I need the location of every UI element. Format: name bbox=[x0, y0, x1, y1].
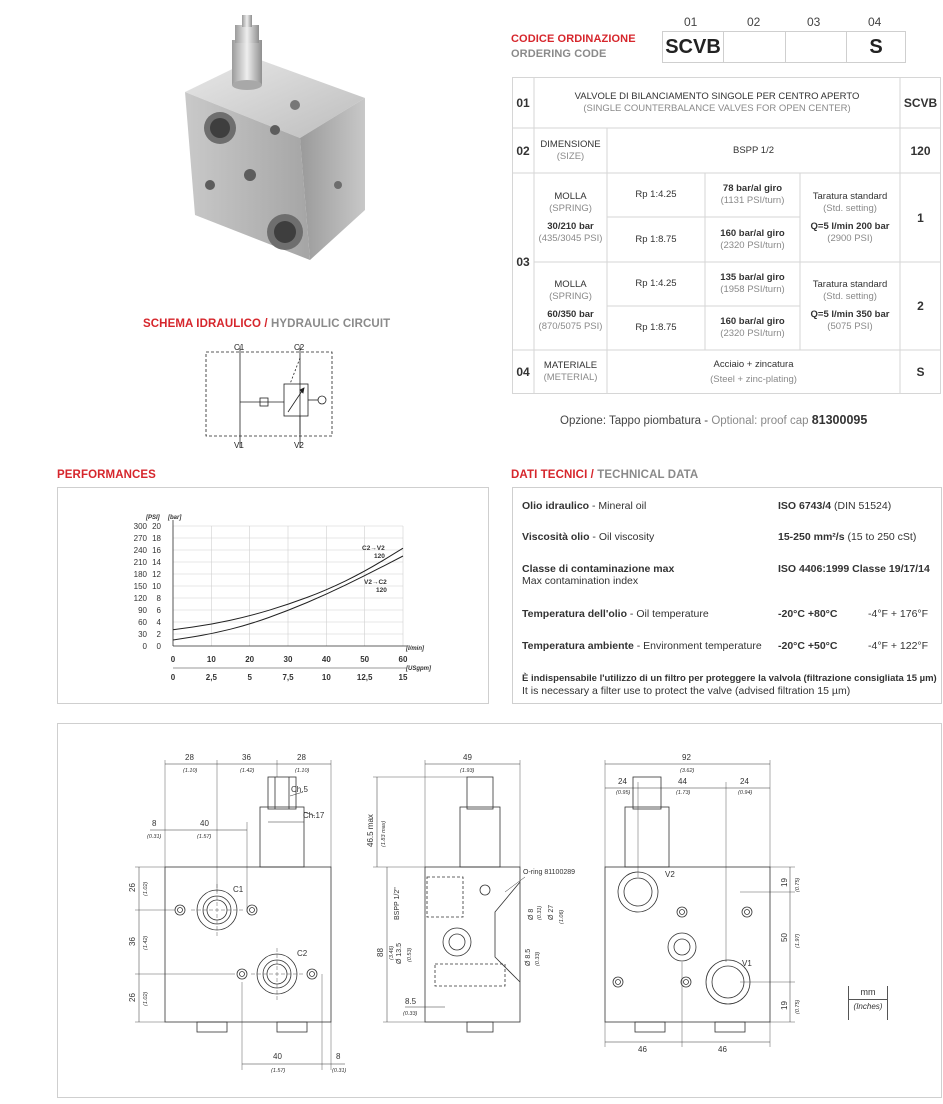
x-tick-lmin: 0 bbox=[170, 655, 176, 664]
side-d85: Ø 8.5 bbox=[525, 948, 532, 966]
ordering-code-title: CODICE ORDINAZIONE bbox=[511, 33, 636, 45]
row02-code: 120 bbox=[910, 143, 931, 158]
g1-ratio-1: Rp 1:4.25 bbox=[635, 189, 677, 200]
back-dim-92: 92 bbox=[682, 753, 691, 762]
back-right-19b: 19 bbox=[780, 1001, 789, 1010]
x-tick-lmin: 10 bbox=[206, 655, 216, 664]
row04-label-en: (METERIAL) bbox=[543, 372, 598, 383]
front-port-c2: C2 bbox=[297, 949, 308, 958]
y-tick-bar: 6 bbox=[156, 606, 161, 615]
units-legend bbox=[848, 986, 888, 1020]
front-left-26b: 26 bbox=[128, 993, 137, 1002]
tech-row-visc bbox=[522, 531, 654, 543]
ordering-code-subtitle: ORDERING CODE bbox=[511, 48, 607, 60]
back-dim-92-in: (3.62) bbox=[680, 768, 695, 774]
tech-envtemp-label: Temperatura ambiente bbox=[522, 640, 634, 652]
row04-value-it: Acciaio + zincatura bbox=[713, 358, 794, 370]
tech-row-contam bbox=[522, 563, 674, 587]
front-dim-28b: 28 bbox=[297, 753, 306, 762]
tech-val-visc bbox=[778, 531, 916, 543]
y-tick-psi: 240 bbox=[133, 546, 147, 555]
front-dim-40-in: (1.57) bbox=[197, 834, 212, 840]
code-box-03 bbox=[785, 31, 847, 63]
back-dim-44-in: (1.73) bbox=[676, 790, 691, 796]
tech-oiltemp-label: Temperatura dell'olio bbox=[522, 608, 627, 620]
x-tick-usgpm: 7,5 bbox=[282, 673, 294, 682]
performance-chart bbox=[58, 488, 488, 703]
front-view-drawing bbox=[125, 752, 355, 1082]
x-unit-usgpm: [USgpm] bbox=[406, 666, 431, 672]
g1-setting-en: (Std. setting) bbox=[823, 202, 877, 214]
front-bot-40: 40 bbox=[273, 1052, 282, 1061]
row02-label-en: (SIZE) bbox=[556, 150, 585, 162]
front-dim-28b-in: (1.10) bbox=[295, 768, 310, 774]
g1-ratio-2: Rp 1:8.75 bbox=[635, 233, 677, 245]
g1-setting-psi: (2900 PSI) bbox=[827, 232, 873, 244]
g2-bar-1 bbox=[705, 262, 800, 306]
g2-setting-it: Taratura standard bbox=[812, 279, 888, 290]
side-dim-49-in: (1.93) bbox=[460, 768, 475, 774]
row04-num: 04 bbox=[516, 365, 530, 379]
g2-ratio-1: Rp 1:4.25 bbox=[635, 278, 677, 289]
tech-val-envtemp bbox=[778, 640, 837, 652]
spec-table bbox=[512, 77, 941, 394]
circuit-title bbox=[143, 318, 390, 330]
row04-value bbox=[607, 350, 900, 394]
g1-setting-val: Q=5 l/min 200 bar bbox=[810, 220, 890, 232]
y-tick-psi: 120 bbox=[133, 594, 147, 603]
hydraulic-circuit-diagram bbox=[200, 338, 340, 453]
back-right-50-in: (1.97) bbox=[795, 933, 801, 948]
tech-oiltemp-en: - Oil temperature bbox=[629, 608, 709, 620]
back-right-19a-in: (0.75) bbox=[795, 877, 801, 892]
y-tick-psi: 300 bbox=[133, 522, 147, 531]
front-dim-40: 40 bbox=[200, 819, 209, 828]
x-tick-lmin: 50 bbox=[360, 655, 370, 664]
x-tick-lmin: 30 bbox=[283, 655, 293, 664]
front-left-26b-in: (1.02) bbox=[143, 991, 149, 1006]
side-d135: Ø 13.5 bbox=[396, 942, 403, 964]
code-value-04: S bbox=[869, 35, 883, 58]
g1-setting bbox=[800, 173, 900, 262]
tech-visc-en: - Oil viscosity bbox=[592, 531, 655, 543]
tech-envtemp-value: -20°C +50°C bbox=[778, 640, 838, 652]
tech-contam-en: Max contamination index bbox=[522, 575, 639, 587]
y-tick-bar: 8 bbox=[156, 594, 161, 603]
back-dim-24b-in: (0.94) bbox=[738, 790, 753, 796]
side-oring: O-ring 81100289 bbox=[523, 869, 576, 876]
tech-oil-value: ISO 6743/4 bbox=[778, 500, 832, 512]
y-tick-bar: 20 bbox=[152, 522, 161, 531]
tech-note-en: It is necessary a filter use to protect the valve (advised filtration 15 µm) bbox=[522, 685, 851, 697]
g2-bar-2 bbox=[705, 306, 800, 350]
port-v1-label: V1 bbox=[234, 441, 244, 450]
row04-label-it: MATERIALE bbox=[543, 360, 598, 371]
y-unit-psi: [PSI] bbox=[146, 515, 160, 521]
technical-title bbox=[511, 469, 698, 481]
g1-bar-2-val: 160 bar/al giro bbox=[720, 227, 785, 239]
back-bot-46b: 46 bbox=[718, 1045, 727, 1054]
performance-chart-box bbox=[57, 487, 489, 704]
back-port-v1: V1 bbox=[742, 959, 752, 968]
y-tick-bar: 10 bbox=[152, 582, 161, 591]
side-dim-88-in: (3.46) bbox=[389, 945, 395, 960]
tech-oil-value2: (DIN 51524) bbox=[834, 500, 892, 512]
g2-setting-psi: (5075 PSI) bbox=[827, 321, 873, 332]
row04-label bbox=[534, 350, 607, 394]
tech-val-contam bbox=[778, 563, 930, 575]
back-dim-24a-in: (0.95) bbox=[616, 790, 631, 796]
side-dim-49: 49 bbox=[463, 753, 472, 762]
side-dim-max-in: (1.83 max) bbox=[381, 820, 387, 847]
front-bot-40-in: (1.57) bbox=[271, 1068, 286, 1074]
front-dim-36: 36 bbox=[242, 753, 251, 762]
x-tick-lmin: 40 bbox=[321, 655, 331, 664]
row01-label-it: VALVOLE DI BILANCIAMENTO SINGOLE PER CENTRO APERTO bbox=[574, 90, 860, 102]
series-label: C2→V2 bbox=[362, 545, 385, 552]
tech-oiltemp-value: -20°C +80°C bbox=[778, 608, 838, 620]
tech-envtemp-f: -4°F + 122°F bbox=[868, 640, 929, 652]
x-tick-usgpm: 15 bbox=[398, 673, 408, 682]
row02-label bbox=[534, 128, 607, 173]
front-ch5: Ch.5 bbox=[291, 785, 308, 794]
code-value-01: SCVB bbox=[665, 35, 721, 58]
front-dim-8-in: (0.31) bbox=[147, 834, 162, 840]
code-box-01 bbox=[662, 31, 724, 63]
g2-spring-it: MOLLA bbox=[554, 279, 587, 290]
g2-range-psi: (870/5075 PSI) bbox=[538, 321, 603, 332]
front-left-36-in: (1.42) bbox=[143, 935, 149, 950]
option-line bbox=[560, 413, 867, 427]
y-tick-psi: 150 bbox=[133, 582, 147, 591]
y-tick-bar: 2 bbox=[156, 630, 161, 639]
port-v2-label: V2 bbox=[294, 441, 304, 450]
row04-code: S bbox=[916, 365, 925, 379]
front-left-26a-in: (1.02) bbox=[143, 881, 149, 896]
tech-note-it: È indispensabile l'utilizzo di un filtro per proteggere la valvola (filtrazione consigliata 15 µm) bbox=[522, 673, 937, 684]
front-left-26a: 26 bbox=[128, 883, 137, 892]
series-label: V2→C2 bbox=[364, 579, 387, 586]
g1-bar-1-val: 78 bar/al giro bbox=[722, 183, 783, 194]
circuit-title-en: HYDRAULIC CIRCUIT bbox=[270, 318, 391, 330]
tech-row-envtemp bbox=[522, 640, 762, 652]
port-c1-label: C1 bbox=[234, 343, 245, 352]
row01-code: SCVB bbox=[903, 95, 938, 110]
option-it: Opzione: Tappo piombatura - bbox=[560, 415, 709, 427]
g1-bar-2 bbox=[705, 217, 800, 262]
units-mm: mm bbox=[849, 986, 887, 1000]
back-port-v2: V2 bbox=[665, 870, 675, 879]
x-tick-usgpm: 2,5 bbox=[205, 673, 217, 682]
g1-code: 1 bbox=[917, 210, 924, 225]
g1-setting-it: Taratura standard bbox=[812, 190, 888, 202]
y-tick-psi: 210 bbox=[133, 558, 147, 567]
x-tick-usgpm: 10 bbox=[321, 673, 331, 682]
tech-val-oiltemp bbox=[778, 608, 837, 620]
tech-visc-value: 15-250 mm²/s bbox=[778, 531, 845, 543]
y-tick-bar: 18 bbox=[152, 534, 161, 543]
back-dim-24b: 24 bbox=[740, 777, 749, 786]
row02-value: BSPP 1/2 bbox=[732, 144, 775, 156]
g2-spring-en: (SPRING) bbox=[549, 291, 592, 302]
g1-range-psi: (435/3045 PSI) bbox=[538, 232, 603, 244]
tech-row-oiltemp bbox=[522, 608, 709, 620]
back-view-drawing bbox=[590, 752, 820, 1082]
code-box-02 bbox=[723, 31, 786, 63]
g1-bar-2-psi: (2320 PSI/turn) bbox=[720, 239, 785, 251]
x-tick-usgpm: 0 bbox=[170, 673, 176, 682]
row03-g1-spring bbox=[534, 173, 607, 262]
tech-oil-label: Olio idraulico bbox=[522, 500, 590, 512]
g2-bar-2-psi: (2320 PSI/turn) bbox=[720, 328, 785, 339]
option-code: 81300095 bbox=[811, 413, 868, 427]
side-view-drawing bbox=[365, 752, 585, 1082]
product-photo bbox=[170, 10, 370, 265]
row01-desc bbox=[534, 77, 900, 128]
x-tick-lmin: 20 bbox=[245, 655, 255, 664]
y-tick-psi: 90 bbox=[138, 606, 147, 615]
technical-title-en: TECHNICAL DATA bbox=[597, 469, 699, 481]
code-col-04: 04 bbox=[868, 15, 882, 29]
front-dim-28a: 28 bbox=[185, 753, 194, 762]
code-col-02: 02 bbox=[747, 15, 761, 29]
side-d27: Ø 27 bbox=[548, 904, 555, 920]
g2-setting bbox=[800, 262, 900, 350]
row01-num: 01 bbox=[516, 95, 530, 110]
row04-value-en: (Steel + zinc-plating) bbox=[710, 373, 797, 385]
back-bot-46a: 46 bbox=[638, 1045, 647, 1054]
side-dim-max: 46.5 max bbox=[366, 814, 375, 847]
y-tick-psi: 180 bbox=[133, 570, 147, 579]
back-right-19a: 19 bbox=[780, 878, 789, 887]
series-sublabel: 120 bbox=[374, 553, 385, 560]
option-en: Optional: proof cap bbox=[711, 415, 809, 427]
back-right-19b-in: (0.75) bbox=[795, 999, 801, 1014]
x-tick-usgpm: 5 bbox=[247, 673, 252, 682]
back-dim-44: 44 bbox=[678, 777, 687, 786]
y-tick-psi: 60 bbox=[138, 618, 147, 627]
row02-num: 02 bbox=[516, 143, 530, 158]
g1-bar-1 bbox=[705, 173, 800, 217]
y-tick-psi: 30 bbox=[138, 630, 147, 639]
tech-row-oil bbox=[522, 500, 646, 512]
g1-spring-en: (SPRING) bbox=[549, 202, 592, 214]
x-tick-usgpm: 12,5 bbox=[356, 673, 373, 682]
code-col-01: 01 bbox=[684, 15, 698, 29]
g2-setting-en: (Std. setting) bbox=[823, 291, 877, 302]
x-unit-lmin: [l/min] bbox=[406, 646, 424, 652]
row02-label-it: DIMENSIONE bbox=[540, 138, 601, 150]
circuit-title-it: SCHEMA IDRAULICO / bbox=[143, 318, 268, 330]
side-d27-in: (1.06) bbox=[559, 909, 565, 924]
back-dim-24a: 24 bbox=[618, 777, 627, 786]
units-inches: (Inches) bbox=[853, 1002, 883, 1011]
tech-contam-label: Classe di contaminazione max bbox=[522, 563, 675, 575]
front-bot-8: 8 bbox=[336, 1052, 341, 1061]
front-port-c1: C1 bbox=[233, 885, 244, 894]
tech-oiltemp-f: -4°F + 176°F bbox=[868, 608, 929, 620]
g1-spring-it: MOLLA bbox=[554, 190, 587, 202]
g2-bar-1-psi: (1958 PSI/turn) bbox=[720, 284, 785, 295]
side-dim-88: 88 bbox=[376, 948, 385, 957]
tech-note bbox=[522, 672, 937, 698]
tech-val-oil bbox=[778, 500, 891, 512]
y-tick-psi: 0 bbox=[142, 642, 147, 651]
tech-visc-value2: (15 to 250 cSt) bbox=[847, 531, 917, 543]
back-right-50: 50 bbox=[780, 933, 789, 942]
series-sublabel: 120 bbox=[376, 587, 387, 594]
code-col-03: 03 bbox=[807, 15, 821, 29]
tech-visc-label: Viscosità olio bbox=[522, 531, 590, 543]
side-d135-in: (0.53) bbox=[407, 947, 413, 962]
front-dim-36-in: (1.42) bbox=[240, 768, 255, 774]
front-dim-28a-in: (1.10) bbox=[183, 768, 198, 774]
y-tick-bar: 4 bbox=[156, 618, 161, 627]
side-dim-85: 8.5 bbox=[405, 997, 417, 1006]
side-d85-in: (0.33) bbox=[535, 951, 541, 966]
row01-label-en: (SINGLE COUNTERBALANCE VALVES FOR OPEN CENTER) bbox=[583, 102, 851, 114]
y-tick-bar: 16 bbox=[152, 546, 161, 555]
g2-bar-2-val: 160 bar/al giro bbox=[720, 316, 785, 327]
front-ch17: Ch.17 bbox=[303, 811, 325, 820]
code-box-04 bbox=[846, 31, 906, 63]
y-tick-bar: 14 bbox=[152, 558, 161, 567]
front-dim-8: 8 bbox=[152, 819, 157, 828]
port-c2-label: C2 bbox=[294, 343, 305, 352]
x-tick-lmin: 60 bbox=[398, 655, 408, 664]
y-tick-bar: 0 bbox=[156, 642, 161, 651]
technical-title-it: DATI TECNICI / bbox=[511, 469, 594, 481]
tech-envtemp-en: - Environment temperature bbox=[636, 640, 762, 652]
front-left-36: 36 bbox=[128, 937, 137, 946]
g2-ratio-2: Rp 1:8.75 bbox=[635, 322, 677, 333]
tech-contam-value: ISO 4406:1999 Classe 19/17/14 bbox=[778, 563, 930, 575]
y-unit-bar: [bar] bbox=[168, 515, 182, 521]
row03-g2-spring bbox=[534, 262, 607, 350]
y-tick-psi: 270 bbox=[133, 534, 147, 543]
side-dim-85-in: (0.33) bbox=[403, 1011, 418, 1017]
side-d8: Ø 8 bbox=[528, 908, 535, 920]
row03-num: 03 bbox=[516, 254, 530, 269]
g2-setting-val: Q=5 l/min 350 bar bbox=[810, 309, 890, 320]
g1-bar-1-psi: (1131 PSI/turn) bbox=[720, 195, 785, 206]
performances-title: PERFORMANCES bbox=[57, 469, 156, 481]
tech-oil-en: - Mineral oil bbox=[592, 500, 647, 512]
g2-bar-1-val: 135 bar/al giro bbox=[720, 272, 785, 283]
g2-range: 60/350 bar bbox=[547, 309, 594, 320]
y-tick-bar: 12 bbox=[152, 570, 161, 579]
side-bspp: BSPP 1/2" bbox=[394, 887, 401, 920]
g1-range: 30/210 bar bbox=[547, 220, 594, 232]
front-bot-8-in: (0.31) bbox=[332, 1068, 347, 1074]
side-d8-in: (0.31) bbox=[537, 905, 543, 920]
g2-code: 2 bbox=[917, 299, 924, 313]
